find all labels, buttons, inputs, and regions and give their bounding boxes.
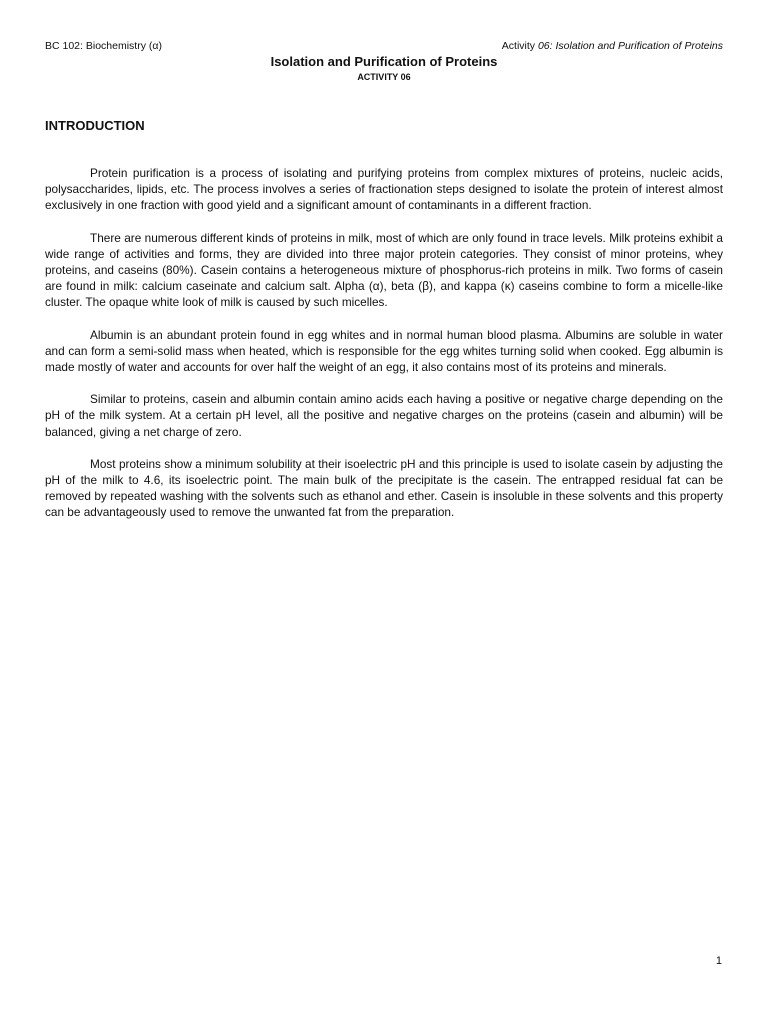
activity-label-prefix: Activity: [501, 40, 538, 52]
paragraph: There are numerous different kinds of proteins in milk, most of which are only found in trace levels. Milk proteins exhibit a wide range of activities and forms, they are divided into three major protein categories. They consist of minor proteins, whey proteins, and caseins (80%). Casein contains a heterogeneous mixture of phosphorus-rich proteins in milk. Two forms of casein are found in milk: calcium caseinate and calcium salt. Alpha (α), beta (β), and kappa (κ) caseins combine to form a micelle-like cluster. The opaque white look of milk is caused by such micelles.: [45, 230, 723, 310]
paragraph: Albumin is an abundant protein found in egg whites and in normal human blood plasma. Albumins are soluble in water and can form a semi-solid mass when heated, which is responsible for the egg whites turning solid when cooked. Egg albumin is made mostly of water and accounts for over half the weight of an egg, it also contains most of its proteins and minerals.: [45, 327, 723, 375]
section-heading-introduction: INTRODUCTION: [45, 118, 145, 133]
paragraph: Protein purification is a process of isolating and purifying proteins from complex mixtures of proteins, nucleic acids, polysaccharides, lipids, etc. The process involves a series of fractionation steps designed to isolate the protein of interest almost exclusively in one fraction with good yield and a significant amount of contaminants in a different fraction.: [45, 166, 723, 213]
activity-label-italic: 06: Isolation and Purification of Proteins: [537, 40, 723, 52]
activity-number: ACTIVITY 06: [357, 72, 411, 82]
activity-label: [502, 40, 723, 52]
running-header: [45, 40, 723, 54]
page-number: 1: [715, 955, 722, 967]
document-title: Isolation and Purification of Proteins: [270, 54, 498, 69]
introduction-body: [45, 165, 723, 537]
paragraph: Similar to proteins, casein and albumin contain amino acids each having a positive or negative charge depending on the pH of the milk system. At a certain pH level, all the positive and negative charges on the proteins (casein and albumin) will be balanced, giving a net charge of zero.: [45, 392, 723, 439]
paragraph: Most proteins show a minimum solubility at their isoelectric pH and this principle is used to isolate casein by adjusting the pH of the milk to 4.6, its isoelectric point. The main bulk of the precipitate is the casein. The entrapped residual fat can be removed by repeated washing with the solvents such as ethanol and ether. Casein is insoluble in these solvents and this property can be advantageously used to remove the unwanted fat from the preparation.: [45, 456, 723, 520]
course-label: BC 102: Biochemistry (α): [45, 40, 162, 52]
